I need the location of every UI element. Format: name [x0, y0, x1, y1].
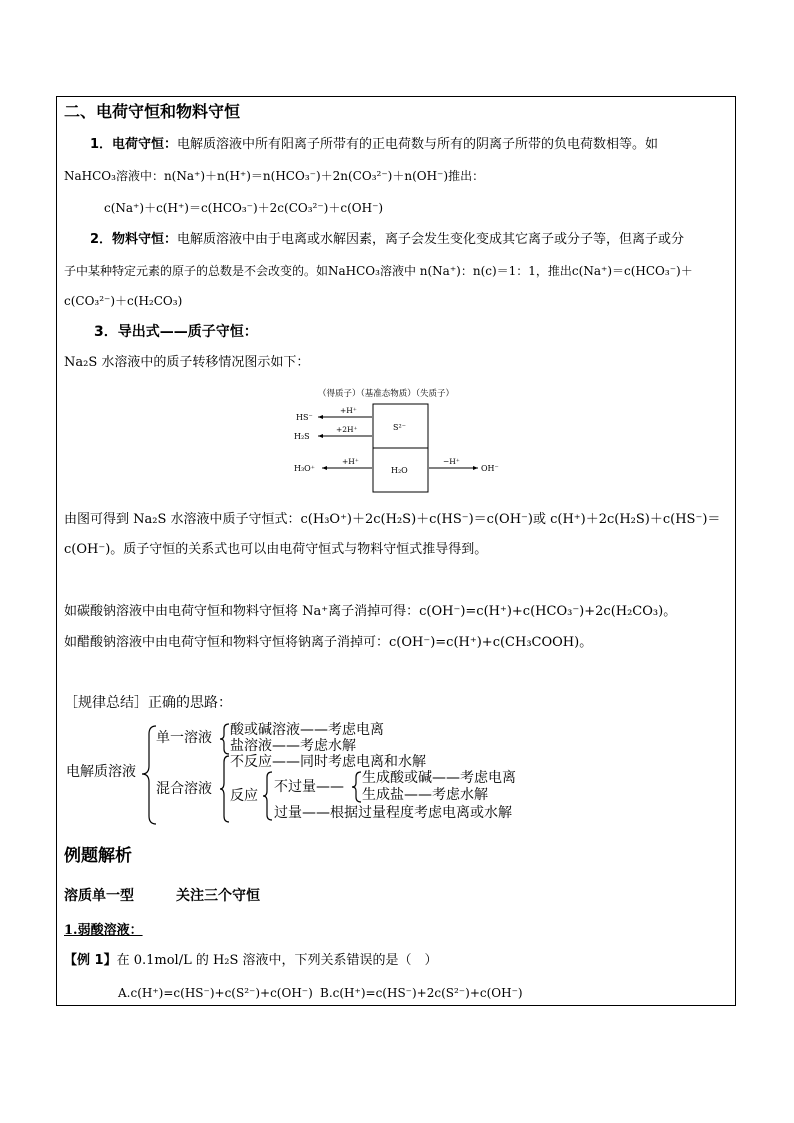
proton-transfer-diagram — [290, 384, 510, 496]
example-item-heading: 1.弱酸溶液： — [64, 923, 143, 938]
proton-heading: 3．导出式——质子守恒： — [94, 324, 258, 340]
proton-result-line1: 由图可得到 Na₂S 水溶液中质子守恒式：c(H₃O⁺)＋2c(H₂S)＋c(HS⁻)＝c(OH⁻)或 c(H⁺)＋2c(H₂S)＋c(HS⁻)＝ — [64, 512, 721, 527]
arrowhead-h2s — [318, 434, 323, 438]
plus-h-label: +H⁺ — [340, 406, 357, 415]
tree-no-react: 不反应——同时考虑电离和水解 — [230, 754, 426, 770]
tree-single-a: 酸或碱溶液——考虑电离 — [230, 722, 384, 738]
charge-line2: NaHCO₃溶液中：n(Na⁺)＋n(H⁺)＝n(HCO₃⁻)＋2n(CO₃²⁻)＋n(OH⁻)推出： — [64, 169, 485, 183]
material-conservation-paragraph — [90, 231, 684, 249]
acetate-derivation: 如醋酸钠溶液中由电荷守恒和物料守恒将钠离子消掉可：c(OH⁻)=c(H⁺)+c(CH₃COOH)。 — [64, 635, 593, 650]
arrowhead-h3o — [322, 466, 327, 470]
carbonate-derivation: 如碳酸钠溶液中由电荷守恒和物料守恒将 Na⁺离子消掉可得：c(OH⁻)=c(H⁺)+c(HCO₃⁻)+2c(H₂CO₃)。 — [64, 604, 677, 619]
arrowhead-hs — [318, 415, 323, 419]
examples-title: 例题解析 — [64, 846, 132, 866]
tree-mixed: 混合溶液 — [156, 781, 212, 797]
summary-label: ［规律总结］正确的思路： — [64, 695, 232, 711]
charge-text: 电解质溶液中所有阳离子所带有的正电荷数与所有的阴离子所带的负电荷数相等。如 — [177, 137, 659, 152]
oh-label: OH⁻ — [481, 464, 499, 473]
example-question-label: 【例 1】 — [64, 953, 117, 968]
tree-single-b: 盐溶液——考虑水解 — [230, 738, 356, 754]
charge-label: 1．电荷守恒： — [90, 137, 178, 152]
tree-single: 单一溶液 — [156, 730, 212, 746]
h2o-label: H₂O — [391, 466, 408, 475]
charge-conservation-paragraph — [90, 136, 658, 154]
hs-label: HS⁻ — [296, 413, 313, 422]
proton-intro: Na₂S 水溶液中的质子转移情况图示如下： — [64, 355, 310, 370]
proton-result-line2: c(OH⁻)。质子守恒的关系式也可以由电荷守恒式与物料守恒式推导得到。 — [64, 542, 488, 557]
material-line2: 子中某种特定元素的原子的总数是不会改变的。如NaHCO₃溶液中 n(Na⁺)：n(c)＝1：1，推出c(Na⁺)＝c(HCO₃⁻)＋ — [64, 264, 693, 278]
tree-root: 电解质溶液 — [66, 764, 136, 780]
charge-formula: c(Na⁺)＋c(H⁺)＝c(HCO₃⁻)＋2c(CO₃²⁻)＋c(OH⁻) — [104, 201, 384, 215]
section-title: 二、电荷守恒和物料守恒 — [64, 102, 241, 121]
option-b: B.c(H⁺)=c(HS⁻)+2c(S²⁻)+c(OH⁻) — [320, 986, 523, 1000]
tree-gen-salt: 生成盐——考虑水解 — [362, 787, 488, 803]
diagram-header: （得质子）（基准态物质）（失质子） — [318, 389, 455, 399]
tree-react: 反应 — [230, 788, 258, 804]
examples-subtitle-left: 溶质单一型 — [64, 888, 134, 904]
tree-gen-acid: 生成酸或碱——考虑电离 — [362, 770, 516, 786]
tree-not-excess: 不过量—— — [274, 779, 344, 795]
tree-excess: 过量——根据过量程度考虑电离或水解 — [274, 805, 512, 821]
material-text: 电解质溶液中由于电离或水解因素，离子会发生变化变成其它离子或分子等，但离子或分 — [177, 232, 685, 247]
example-question — [64, 952, 438, 970]
proton-label — [94, 323, 258, 341]
h3o-label: H₃O⁺ — [294, 464, 315, 473]
plus-2h-label: +2H⁺ — [336, 425, 358, 434]
material-line3: c(CO₃²⁻)＋c(H₂CO₃) — [64, 294, 183, 308]
plus-h2-label: +H⁺ — [342, 457, 359, 466]
examples-subtitle-right: 关注三个守恒 — [176, 888, 260, 904]
minus-h-label: −H⁺ — [443, 457, 460, 466]
option-a: A.c(H⁺)=c(HS⁻)+c(S²⁻)+c(OH⁻) — [118, 986, 313, 1000]
s2-label: S²⁻ — [393, 423, 406, 432]
brace-react-icon — [261, 770, 275, 822]
material-label: 2．物料守恒： — [90, 232, 178, 247]
arrowhead-oh — [473, 466, 478, 470]
example-question-text: 在 0.1mol/L 的 H₂S 溶液中，下列关系错误的是（ ） — [116, 953, 438, 968]
h2s-label: H₂S — [294, 432, 310, 441]
